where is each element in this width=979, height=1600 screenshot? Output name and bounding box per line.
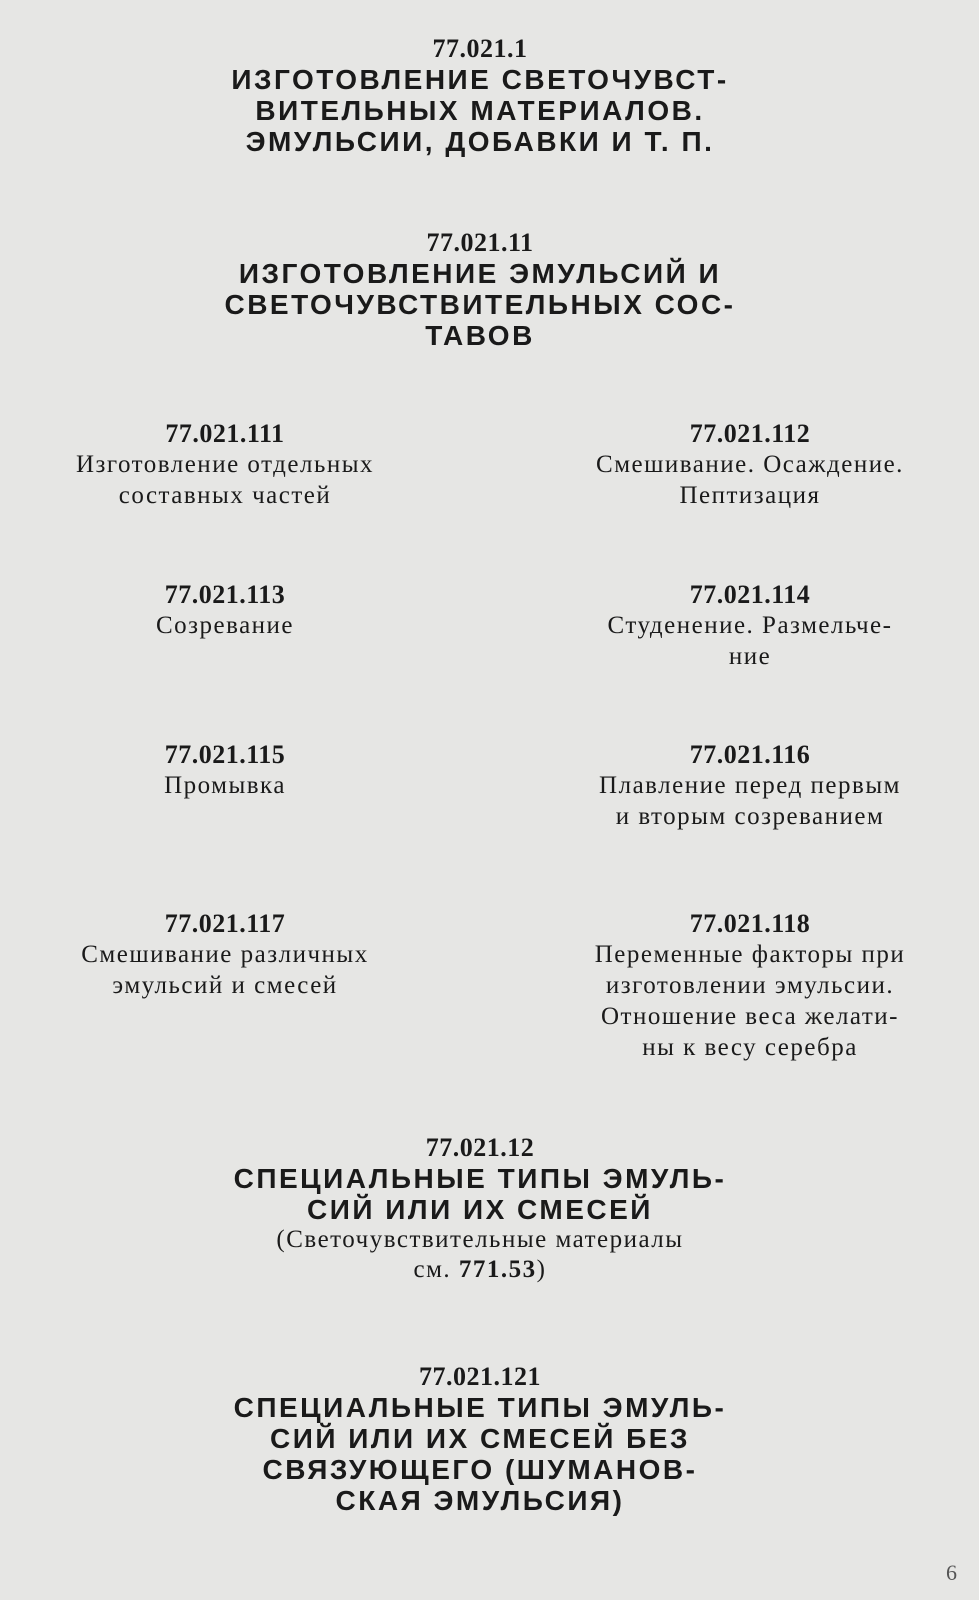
subsection-title-line: составных частей	[118, 482, 332, 509]
section-note-ref: 771.53	[458, 1256, 537, 1283]
subsection-title-line: ны к весу серебра	[642, 1034, 858, 1061]
section-title-line: СИЙ ИЛИ ИХ СМЕСЕЙ БЕЗ	[270, 1423, 690, 1454]
subsection-title-line: Промывка	[164, 772, 286, 799]
subsection-title-line: Пептизация	[679, 482, 821, 509]
subsection-77-021-113	[30, 580, 420, 641]
section-title-line: ЭМУЛЬСИИ, ДОБАВКИ И Т. П.	[245, 126, 715, 157]
section-note-close: )	[536, 1256, 547, 1283]
subsection-title-line: эмульсий и смесей	[112, 972, 338, 999]
subsection-title-line: Отношение веса желати-	[600, 1003, 900, 1030]
subsection-code: 77.021.112	[689, 419, 811, 448]
subsection-code: 77.021.115	[164, 740, 286, 769]
subsection-77-021-112	[555, 419, 945, 511]
section-title-line: СКАЯ ЭМУЛЬСИЯ)	[335, 1485, 625, 1516]
subsection-title-line: ние	[728, 643, 772, 670]
subsection-title-line: Смешивание различных	[81, 941, 369, 968]
section-title-line: ВИТЕЛЬНЫХ МАТЕРИАЛОВ.	[255, 95, 705, 126]
section-title-line: СВЕТОЧУВСТВИТЕЛЬНЫХ СОС-	[224, 289, 736, 320]
section-title-line: СПЕЦИАЛЬНЫЕ ТИПЫ ЭМУЛЬ-	[233, 1392, 727, 1423]
subsection-code: 77.021.113	[164, 580, 286, 609]
section-77-021-121	[200, 1362, 760, 1516]
section-title-line: СИЙ ИЛИ ИХ СМЕСЕЙ	[307, 1194, 653, 1225]
page-number: 6	[946, 1560, 957, 1585]
subsection-code: 77.021.116	[689, 740, 811, 769]
subsection-title-line: Студенение. Размельче-	[607, 612, 893, 639]
section-code: 77.021.12	[425, 1133, 535, 1162]
section-title-line: СПЕЦИАЛЬНЫЕ ТИПЫ ЭМУЛЬ-	[233, 1163, 727, 1194]
section-77-021-11	[200, 228, 760, 351]
section-code: 77.021.121	[419, 1362, 541, 1391]
subsection-77-021-115	[30, 740, 420, 801]
section-code: 77.021.11	[426, 228, 534, 257]
subsection-title-line: Переменные факторы при	[594, 941, 906, 968]
section-title-line: ТАВОВ	[425, 320, 535, 351]
subsection-77-021-114	[555, 580, 945, 672]
section-note-line	[200, 1255, 760, 1285]
subsection-77-021-118	[555, 909, 945, 1063]
section-code: 77.021.1	[432, 34, 528, 63]
section-title-line: ИЗГОТОВЛЕНИЕ ЭМУЛЬСИЙ И	[238, 258, 722, 289]
subsection-title-line: Изготовление отдельных	[75, 451, 375, 478]
subsection-title-line: изготовлении эмульсии.	[605, 972, 895, 999]
subsection-77-021-111	[30, 419, 420, 511]
subsection-title-line: Созревание	[155, 612, 295, 639]
section-note-see: см.	[413, 1256, 452, 1283]
subsection-title-line: Смешивание. Осаждение.	[596, 451, 904, 478]
subsection-77-021-116	[555, 740, 945, 832]
section-title-line: СВЯЗУЮЩЕГО (ШУМАНОВ-	[262, 1454, 698, 1485]
section-77-021-12	[200, 1133, 760, 1285]
section-note-line: (Светочувствительные материалы	[276, 1226, 684, 1253]
subsection-title-line: и вторым созреванием	[615, 803, 885, 830]
subsection-code: 77.021.114	[689, 580, 811, 609]
subsection-77-021-117	[30, 909, 420, 1001]
subsection-code: 77.021.118	[689, 909, 811, 938]
subsection-code: 77.021.117	[164, 909, 286, 938]
section-77-021-1	[200, 34, 760, 157]
subsection-code: 77.021.111	[165, 419, 285, 448]
section-title-line: ИЗГОТОВЛЕНИЕ СВЕТОЧУВСТ-	[231, 64, 729, 95]
subsection-title-line: Плавление перед первым	[599, 772, 901, 799]
